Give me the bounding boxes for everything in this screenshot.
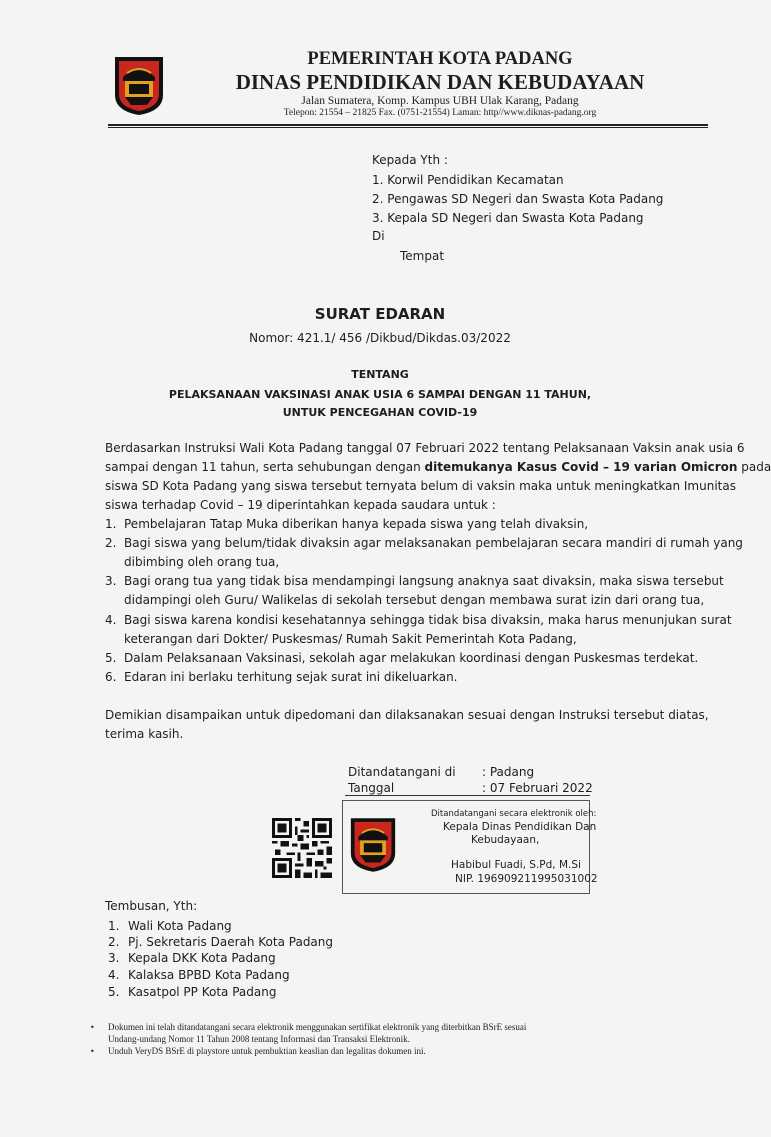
signature-header: Ditandatangani secara elektronik oleh: xyxy=(431,809,597,819)
cc-number: 1. xyxy=(108,919,120,933)
letterhead-government: PEMERINTAH KOTA PADANG xyxy=(307,49,573,69)
qr-code-icon xyxy=(272,818,332,878)
signatory-title-cont: Kebudayaan, xyxy=(471,834,540,846)
list-number: 6. xyxy=(105,670,117,684)
subject-line-1: PELAKSANAAN VAKSINASI ANAK USIA 6 SAMPAI DENGAN 11 TAHUN, xyxy=(168,388,592,401)
cc-number: 5. xyxy=(108,985,120,999)
padang-city-crest-logo xyxy=(113,55,165,117)
list-item: Pembelajaran Tatap Muka diberikan hanya kepada siswa yang telah divaksin, xyxy=(124,517,589,531)
list-item-cont: keterangan dari Dokter/ Puskesmas/ Rumah Sakit Pemerintah Kota Padang, xyxy=(124,632,577,646)
recipient-item: 2. Pengawas SD Negeri dan Swasta Kota Padang xyxy=(372,192,664,206)
list-item: Edaran ini berlaku terhitung sejak surat ini dikeluarkan. xyxy=(124,670,458,684)
recipient-item: 1. Korwil Pendidikan Kecamatan xyxy=(372,173,564,187)
cc-title: Tembusan, Yth: xyxy=(105,899,198,913)
cc-item: Kasatpol PP Kota Padang xyxy=(128,985,277,999)
list-number: 1. xyxy=(105,517,117,531)
body-line xyxy=(105,459,771,475)
body-text: pada xyxy=(737,460,771,474)
letterhead-address: Jalan Sumatera, Komp. Kampus UBH Ulak Karang, Padang xyxy=(301,95,579,107)
list-item: Dalam Pelaksanaan Vaksinasi, sekolah agar melakukan koordinasi dengan Puskesmas terdekat. xyxy=(124,651,699,665)
signatory-title: Kepala Dinas Pendidikan Dan xyxy=(443,821,597,833)
letterhead-contact: Telepon: 21554 – 21825 Fax. (0751-21554) Laman: http//www.diknas-padang.org xyxy=(283,108,597,118)
body-line: Berdasarkan Instruksi Wali Kota Padang tanggal 07 Februari 2022 tentang Pelaksanaan Vaksin anak usia 6 xyxy=(105,441,745,455)
cc-number: 4. xyxy=(108,968,120,982)
closing-line: terima kasih. xyxy=(105,727,184,741)
body-line: siswa terhadap Covid – 19 diperintahkan kepada saudara untuk : xyxy=(105,498,496,512)
signing-place-label: Ditandatangani di xyxy=(348,765,456,779)
body-text: sampai dengan 11 tahun, serta sehubungan dengan xyxy=(105,460,425,474)
signing-divider xyxy=(345,795,590,796)
list-number: 3. xyxy=(105,574,117,588)
signatory-nip: NIP. 196909211995031002 xyxy=(455,873,598,885)
body-highlight: ditemukanya Kasus Covid – 19 varian Omicron xyxy=(424,460,738,474)
body-line: siswa SD Kota Padang yang siswa tersebut ternyata belum di vaksin maka untuk meningkatkan Imunitas xyxy=(105,479,736,493)
list-item-cont: didampingi oleh Guru/ Walikelas di sekolah tersebut dengan membawa surat izin dari orang tua, xyxy=(124,593,705,607)
signatory-name: Habibul Fuadi, S.Pd, M.Si xyxy=(451,859,581,871)
recipients-intro: Kepada Yth : xyxy=(372,153,448,167)
subject-line-2: UNTUK PENCEGAHAN COVID-19 xyxy=(282,406,478,419)
list-item-cont: dibimbing oleh orang tua, xyxy=(124,555,280,569)
footer-note-cont: Undang-undang Nomor 11 Tahun 2008 tentang Informasi dan Transaksi Elektronik. xyxy=(108,1034,410,1044)
list-number: 5. xyxy=(105,651,117,665)
cc-item: Pj. Sekretaris Daerah Kota Padang xyxy=(128,935,334,949)
cc-number: 3. xyxy=(108,951,120,965)
list-number: 2. xyxy=(105,536,117,550)
closing-line: Demikian disampaikan untuk dipedomani dan dilaksanakan sesuai dengan Instruksi tersebut diatas, xyxy=(105,708,709,722)
recipients-di: Di xyxy=(372,229,385,243)
bullet-icon: • xyxy=(90,1047,95,1056)
signing-date-value: : 07 Februari 2022 xyxy=(482,781,593,795)
list-item: Bagi siswa yang belum/tidak divaksin agar melaksanakan pembelajaran secara mandiri di rumah yang xyxy=(124,536,743,550)
letter-number: Nomor: 421.1/ 456 /Dikbud/Dikdas.03/2022 xyxy=(249,331,511,345)
letterhead-divider-thin xyxy=(108,127,708,128)
padang-city-crest-logo xyxy=(349,815,397,875)
letter-title: SURAT EDARAN xyxy=(314,305,446,323)
cc-item: Kepala DKK Kota Padang xyxy=(128,951,276,965)
letterhead-divider xyxy=(108,124,708,126)
footer-note: Dokumen ini telah ditandatangani secara elektronik menggunakan sertifikat elektronik yang diterbitkan BSrE sesuai xyxy=(108,1022,527,1032)
cc-item: Kalaksa BPBD Kota Padang xyxy=(128,968,290,982)
cc-number: 2. xyxy=(108,935,120,949)
letterhead-office: DINAS PENDIDIKAN DAN KEBUDAYAAN xyxy=(235,70,645,94)
bullet-icon: • xyxy=(90,1023,95,1032)
recipient-item: 3. Kepala SD Negeri dan Swasta Kota Padang xyxy=(372,211,644,225)
footer-note: Unduh VeryDS BSrE di playstore untuk pembuktian keaslian dan legalitas dokumen ini. xyxy=(108,1046,426,1056)
cc-item: Wali Kota Padang xyxy=(128,919,232,933)
list-item: Bagi orang tua yang tidak bisa mendampingi langsung anaknya saat divaksin, maka siswa tersebut xyxy=(124,574,724,588)
list-item: Bagi siswa karena kondisi kesehatannya sehingga tidak bisa divaksin, maka harus menunjukan surat xyxy=(124,613,732,627)
subject-label: TENTANG xyxy=(351,368,409,381)
signing-date-label: Tanggal xyxy=(348,781,395,795)
recipients-place: Tempat xyxy=(400,249,445,263)
electronic-signature-box xyxy=(342,800,598,894)
signing-place-value: : Padang xyxy=(482,765,535,779)
list-number: 4. xyxy=(105,613,117,627)
